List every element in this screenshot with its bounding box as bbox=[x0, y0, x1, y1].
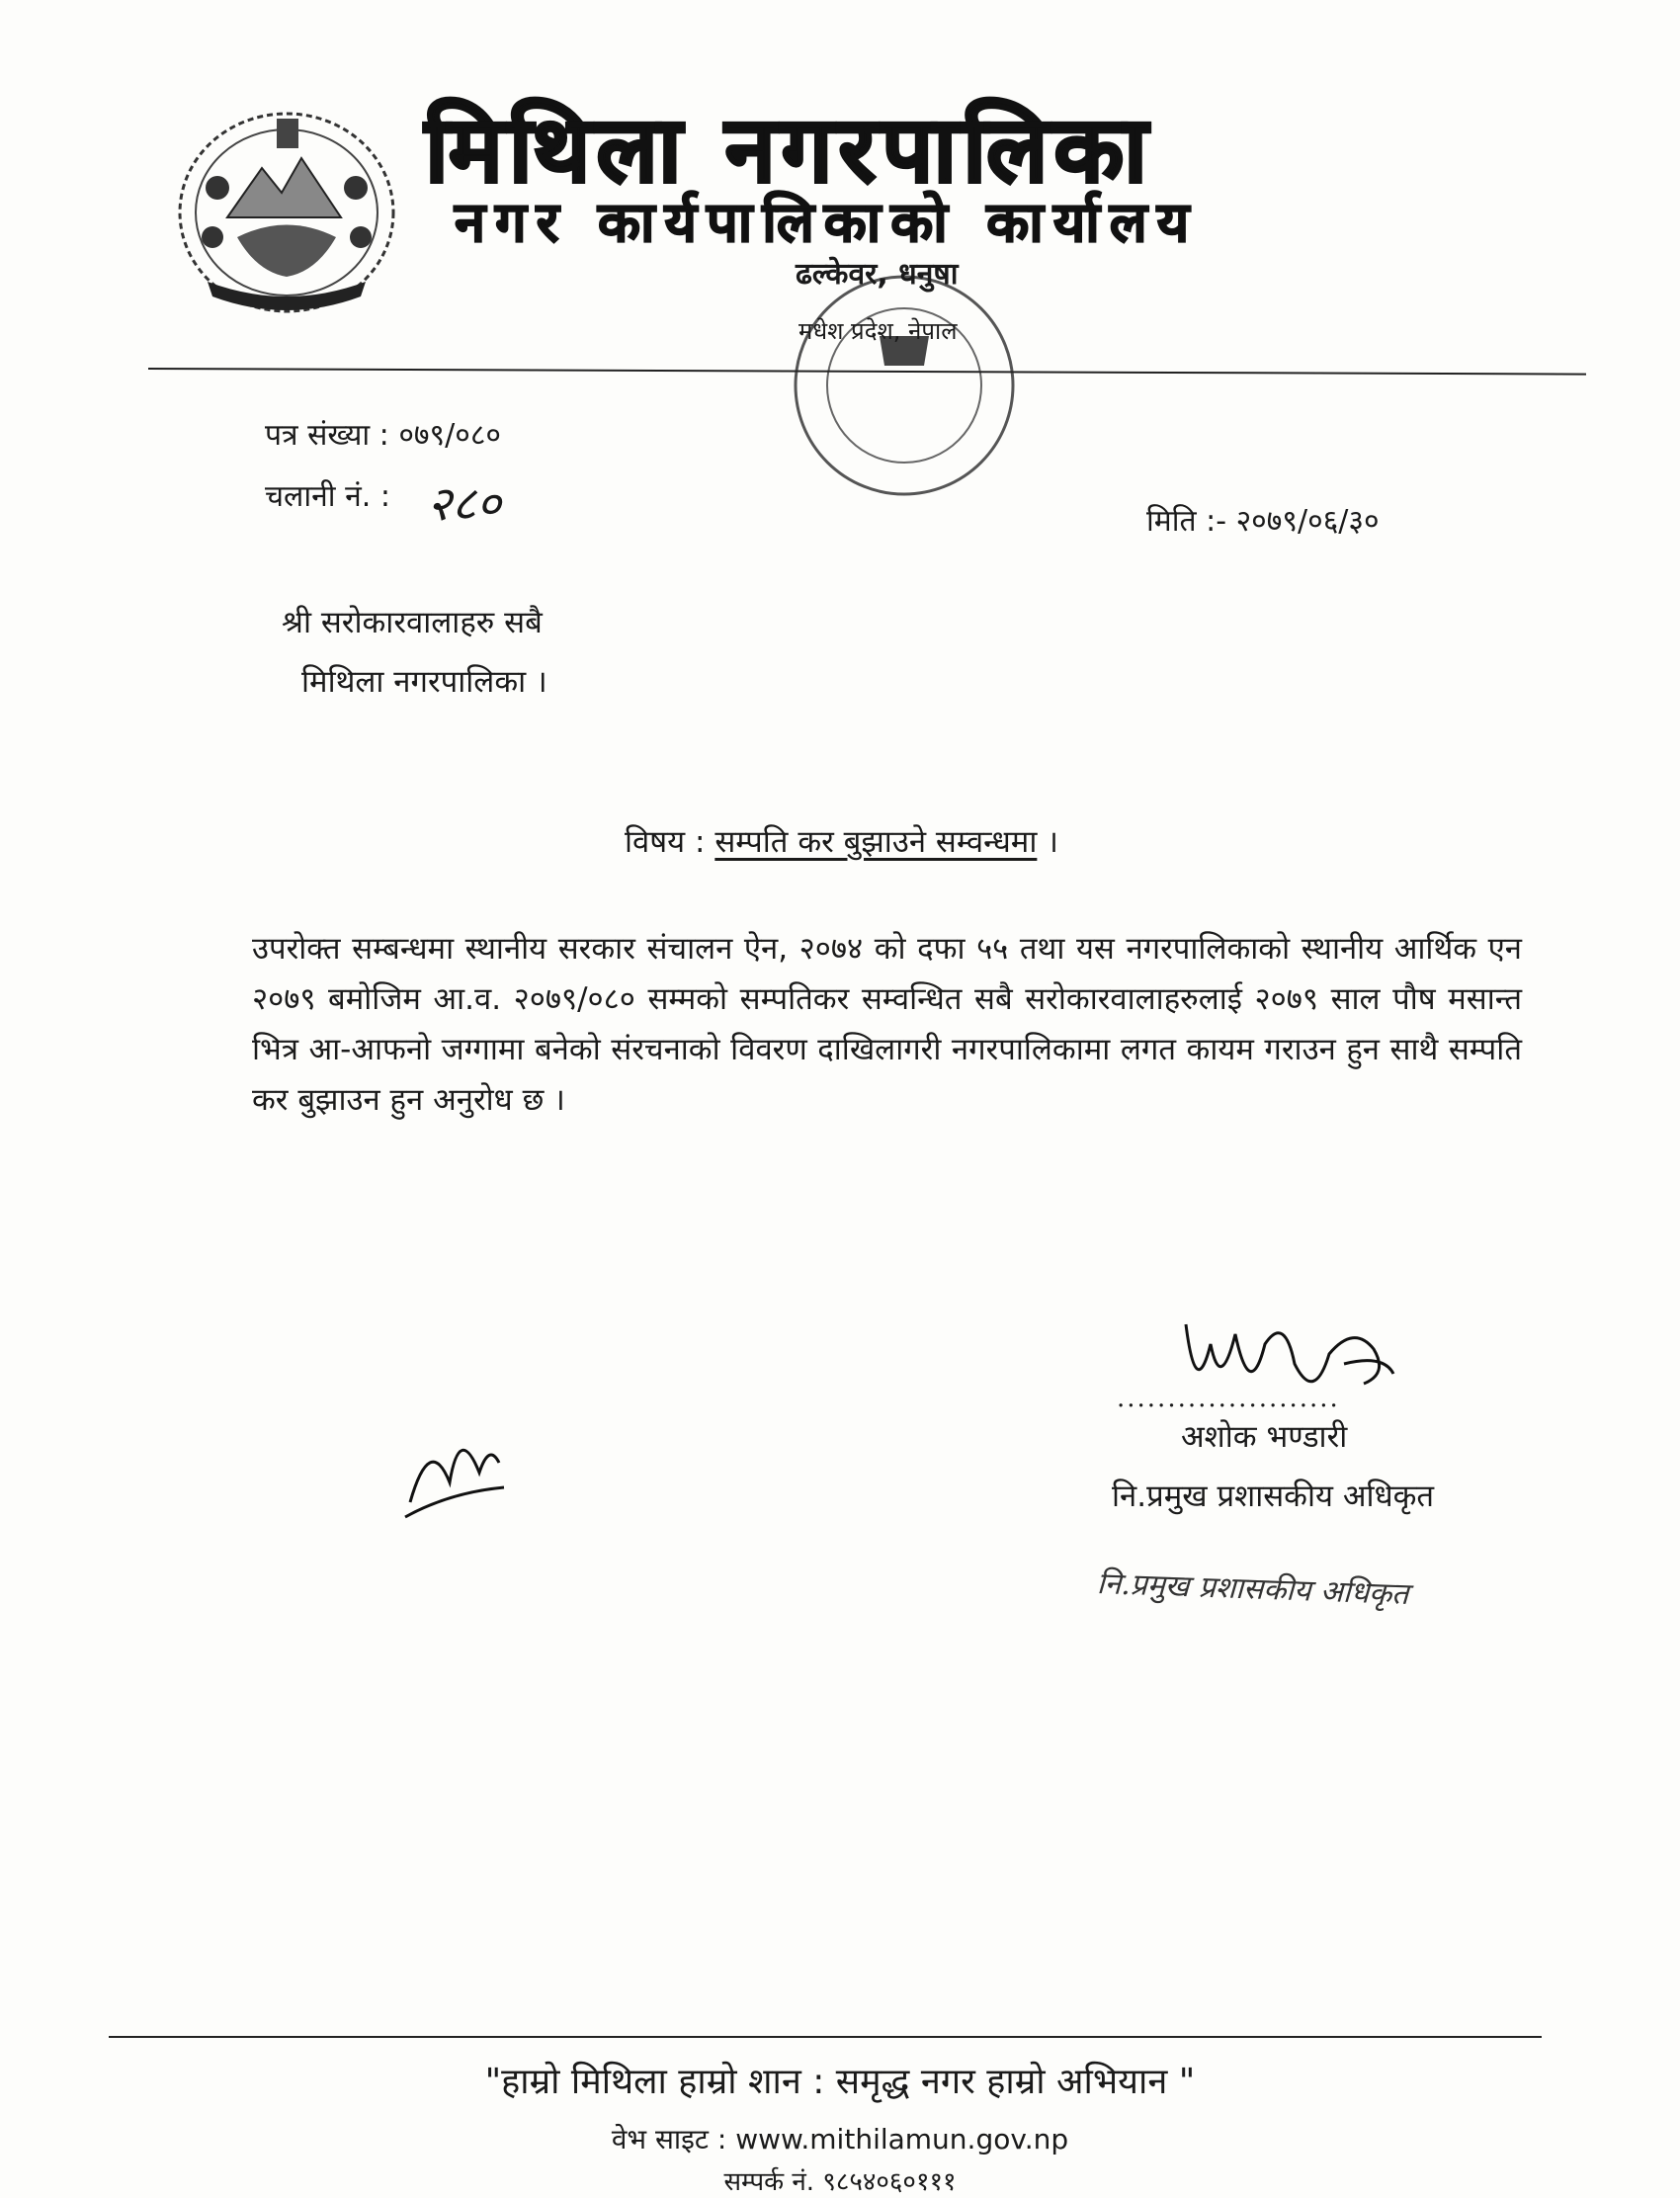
footer-contact: सम्पर्क नं. ९८५४०६०१११ bbox=[723, 2167, 957, 2197]
footer-motto: "हाम्रो मिथिला हाम्रो शान : समृद्ध नगर हाम्रो अभियान " bbox=[484, 2062, 1196, 2102]
signer-title: नि.प्रमुख प्रशासकीय अधिकृत bbox=[1112, 1479, 1435, 1514]
letter-date: मिति :- २०७९/०६/३० bbox=[1146, 504, 1380, 539]
office-round-stamp bbox=[751, 257, 1057, 514]
subject-end: । bbox=[1047, 824, 1058, 860]
addressee-line-1: श्री सरोकारवालाहरु सबै bbox=[282, 605, 543, 640]
location-line: ढल्केवर, धनुषा bbox=[796, 257, 959, 292]
signer-name: अशोक भण्डारी bbox=[1181, 1419, 1348, 1455]
addressee-line-2: मिथिला नगरपालिका । bbox=[301, 664, 547, 700]
reference-number: पत्र संख्या : ०७९/०८० bbox=[265, 418, 502, 453]
subject-line bbox=[625, 820, 1058, 862]
subject-text: सम्पति कर बुझाउने सम्वन्धमा bbox=[714, 824, 1038, 860]
subject-label: विषय : bbox=[625, 824, 706, 860]
province-line: मधेश प्रदेश, नेपाल bbox=[798, 317, 958, 345]
initial-signature bbox=[390, 1403, 519, 1532]
nepal-emblem-icon bbox=[168, 99, 405, 326]
signature-dots: ...................... bbox=[1117, 1384, 1340, 1413]
office-subtitle: नगर कार्यपालिकाको कार्यालय bbox=[455, 191, 1200, 255]
letter-body: उपरोक्त सम्बन्धमा स्थानीय सरकार संचालन ऐन, २०७४ को दफा ५५ तथा यस नगरपालिकाको स्थानीय आर्थिक एन २०७९ बमोजिम आ.व. २०७९/०८० सम्मको सम्पतिकर सम्वन्धित सबै सरोकारवालाहरुलाई २०७९ साल पौष मसान्त भित्र आ-आफनो जग्गामा बनेको संरचनाको विवरण दाखिलागरी नगरपालिकामा लगत कायम गराउन हुन साथै सम्पति कर बुझाउन हुन अनुरोध छ । bbox=[252, 931, 1522, 1118]
dispatch-number-handwritten: २८० bbox=[427, 476, 501, 532]
dispatch-label: चलानी नं. : bbox=[265, 479, 390, 514]
municipality-title: मिथिला नगरपालिका bbox=[425, 97, 1153, 203]
footer-divider bbox=[109, 2036, 1542, 2038]
footer-website: वेभ साइट : www.mithilamun.gov.np bbox=[611, 2123, 1069, 2156]
signer-title-stamp: नि.प्रमुख प्रशासकीय अधिकृत bbox=[1096, 1566, 1409, 1613]
